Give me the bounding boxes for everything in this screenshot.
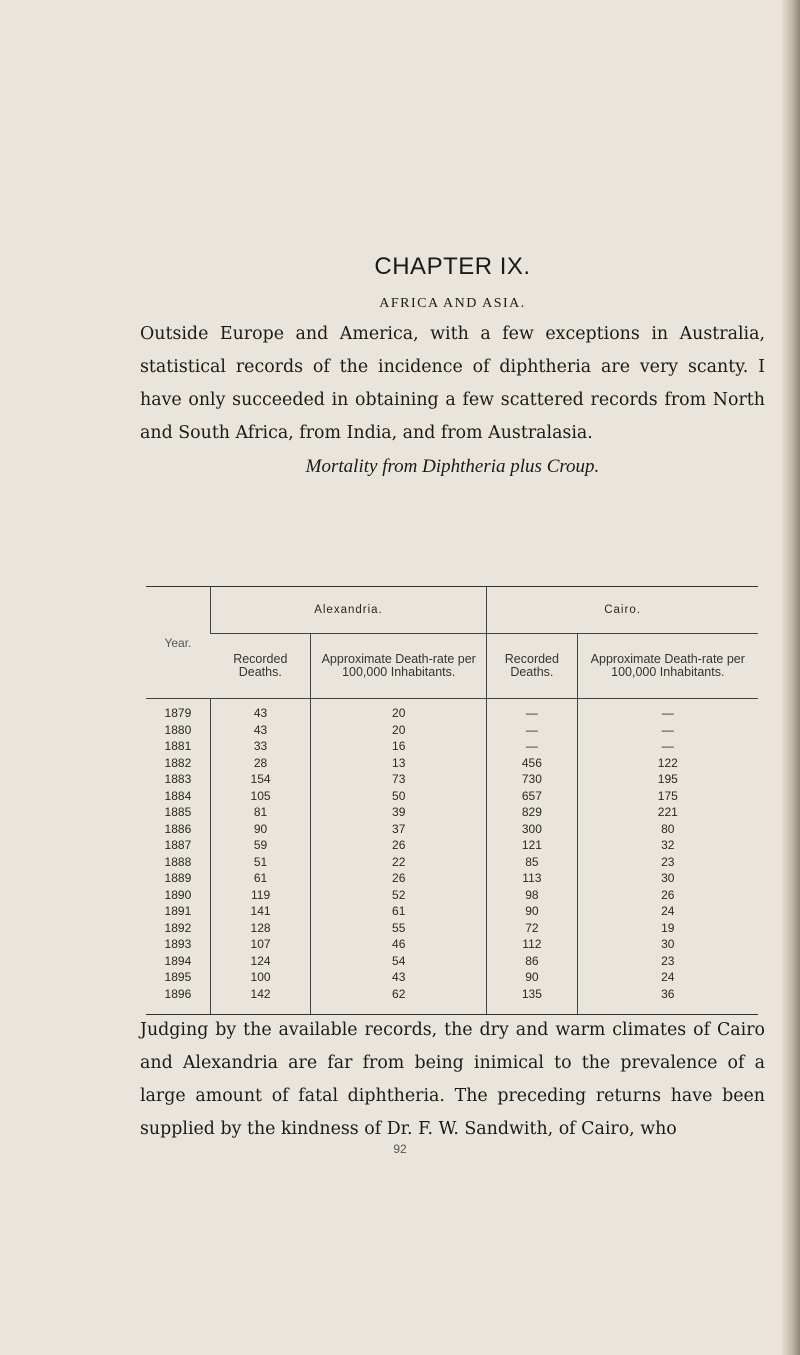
cairo-recorded-cell: 112	[487, 936, 577, 953]
alexandria-recorded-cell: 154	[210, 771, 310, 788]
table-row	[146, 870, 758, 887]
alexandria-rate-cell: 37	[311, 821, 487, 838]
closing-paragraph: Judging by the available records, the dry and warm climates of Cairo and Alexandria are far from being inimical to the prevalence of a large amount of fatal diphtheria. The preceding returns have been supplied by the kindness of Dr. F. W. Sandwith, of Cairo, who	[140, 1020, 765, 1139]
alexandria-header: Alexandria.	[210, 587, 486, 634]
table-row	[146, 722, 758, 739]
year-cell: 1885	[164, 805, 192, 819]
year-cell: 1883	[164, 772, 192, 786]
cairo-recorded-cell: 135	[487, 986, 577, 1015]
alexandria-rate-cell: 61	[311, 903, 487, 920]
alexandria-recorded-cell: 107	[210, 936, 310, 953]
cairo-recorded-cell: —	[487, 699, 577, 722]
cairo-recorded-cell: 90	[487, 969, 577, 986]
alexandria-recorded-cell: 61	[210, 870, 310, 887]
cairo-header: Cairo.	[487, 587, 758, 634]
alexandria-rate-cell: 50	[311, 788, 487, 805]
year-cell: 1890	[164, 887, 192, 902]
year-cell: 1884	[164, 788, 192, 803]
table-row	[146, 936, 758, 953]
alexandria-recorded-cell: 81	[210, 804, 310, 821]
table-row	[146, 837, 758, 854]
mortality-table	[146, 586, 758, 1015]
alexandria-rate-cell: 62	[311, 986, 487, 1015]
cairo-rate-cell: 36	[577, 986, 758, 1015]
table-row	[146, 788, 758, 805]
year-cell: 1895	[164, 970, 192, 984]
alexandria-rate-cell: 52	[311, 887, 487, 904]
cairo-recorded-cell: 657	[487, 788, 577, 805]
intro-paragraph: Outside Europe and America, with a few exceptions in Australia, statistical records of the incidence of diphtheria are very scanty. I have only succeeded in obtaining a few scattered records from North and South Africa, from India, and from Australasia.	[140, 324, 765, 443]
alexandria-recorded-cell: 51	[210, 854, 310, 871]
table-row	[146, 738, 758, 755]
year-cell: 1889	[164, 871, 192, 885]
alexandria-rate-cell: 54	[311, 953, 487, 970]
year-cell: 1891	[164, 904, 192, 918]
year-cell: 1880	[164, 722, 192, 737]
alexandria-rate-cell: 20	[311, 722, 487, 739]
cairo-recorded-cell: 86	[487, 953, 577, 970]
cairo-rate-cell: 30	[577, 936, 758, 953]
cairo-rate-cell: 32	[577, 837, 758, 854]
alexandria-rate-cell: 16	[311, 738, 487, 755]
alexandria-rate-cell: 13	[311, 755, 487, 772]
alexandria-rate-cell: 26	[311, 870, 487, 887]
cairo-recorded-cell: 85	[487, 854, 577, 871]
closing-block	[140, 1014, 765, 1146]
year-cell: 1886	[164, 821, 192, 836]
table-row	[146, 854, 758, 871]
cairo-recorded-cell: 98	[487, 887, 577, 904]
cairo-rate-cell: —	[577, 738, 758, 755]
cairo-rate-cell: 221	[577, 804, 758, 821]
cairo-rate-cell: —	[577, 699, 758, 722]
cairo-rate-cell: 26	[577, 887, 758, 904]
chapter-title: CHAPTER IX.	[374, 253, 531, 280]
cairo-rate-cell: 23	[577, 854, 758, 871]
alexandria-recorded-cell: 105	[210, 788, 310, 805]
alexandria-rate-header: Approximate Death-rate per 100,000 Inhabitants.	[311, 634, 487, 699]
table-row	[146, 771, 758, 788]
alexandria-rate-cell: 26	[311, 837, 487, 854]
cairo-recorded-cell: 113	[487, 870, 577, 887]
table-row	[146, 821, 758, 838]
table-row	[146, 903, 758, 920]
cairo-rate-cell: —	[577, 722, 758, 739]
section-title: AFRICA AND ASIA.	[379, 296, 526, 311]
cairo-recorded-cell: 730	[487, 771, 577, 788]
cairo-recorded-cell: 90	[487, 903, 577, 920]
alexandria-recorded-cell: 141	[210, 903, 310, 920]
alexandria-rate-cell: 46	[311, 936, 487, 953]
year-cell: 1879	[164, 706, 192, 720]
cairo-rate-cell: 195	[577, 771, 758, 788]
cairo-recorded-cell: —	[487, 738, 577, 755]
table-body	[146, 699, 758, 1015]
year-cell: 1888	[164, 854, 192, 869]
table-row	[146, 755, 758, 772]
cairo-recorded-cell: 456	[487, 755, 577, 772]
page-number: 92	[393, 1142, 407, 1156]
alexandria-recorded-cell: 142	[210, 986, 310, 1015]
table-row	[146, 986, 758, 1015]
year-cell: 1882	[164, 755, 192, 770]
cairo-rate-cell: 175	[577, 788, 758, 805]
cairo-rate-cell: 30	[577, 870, 758, 887]
table-row	[146, 804, 758, 821]
alexandria-recorded-header: Recorded Deaths.	[210, 634, 310, 699]
alexandria-recorded-cell: 90	[210, 821, 310, 838]
year-cell: 1881	[164, 739, 192, 753]
alexandria-recorded-cell: 119	[210, 887, 310, 904]
cairo-rate-cell: 23	[577, 953, 758, 970]
alexandria-recorded-cell: 128	[210, 920, 310, 937]
alexandria-recorded-cell: 43	[210, 699, 310, 722]
year-cell: 1892	[164, 920, 192, 935]
table-row	[146, 920, 758, 937]
cairo-rate-cell: 80	[577, 821, 758, 838]
alexandria-rate-cell: 73	[311, 771, 487, 788]
cairo-recorded-cell: 300	[487, 821, 577, 838]
cairo-rate-header: Approximate Death-rate per 100,000 Inhabitants.	[577, 634, 758, 699]
year-cell: 1893	[164, 937, 192, 951]
cairo-recorded-cell: 121	[487, 837, 577, 854]
cairo-recorded-cell: 72	[487, 920, 577, 937]
cairo-recorded-header: Recorded Deaths.	[487, 634, 577, 699]
cairo-recorded-cell: 829	[487, 804, 577, 821]
year-cell: 1896	[146, 986, 210, 1015]
table-row	[146, 887, 758, 904]
alexandria-recorded-cell: 43	[210, 722, 310, 739]
alexandria-rate-cell: 55	[311, 920, 487, 937]
cairo-rate-cell: 24	[577, 969, 758, 986]
cairo-rate-cell: 24	[577, 903, 758, 920]
cairo-rate-cell: 122	[577, 755, 758, 772]
alexandria-rate-cell: 39	[311, 804, 487, 821]
alexandria-recorded-cell: 59	[210, 837, 310, 854]
table-row	[146, 699, 758, 722]
cairo-rate-cell: 19	[577, 920, 758, 937]
alexandria-rate-cell: 20	[311, 699, 487, 722]
alexandria-recorded-cell: 33	[210, 738, 310, 755]
page-content	[140, 253, 765, 1001]
table-row	[146, 969, 758, 986]
year-cell: 1887	[164, 838, 192, 852]
table-caption: Mortality from Diphtheria plus Croup.	[305, 456, 600, 477]
cairo-recorded-cell: —	[487, 722, 577, 739]
year-cell: 1894	[164, 953, 192, 968]
year-header: Year.	[146, 587, 210, 699]
alexandria-rate-cell: 22	[311, 854, 487, 871]
alexandria-recorded-cell: 28	[210, 755, 310, 772]
alexandria-recorded-cell: 124	[210, 953, 310, 970]
table-row	[146, 953, 758, 970]
alexandria-rate-cell: 43	[311, 969, 487, 986]
alexandria-recorded-cell: 100	[210, 969, 310, 986]
